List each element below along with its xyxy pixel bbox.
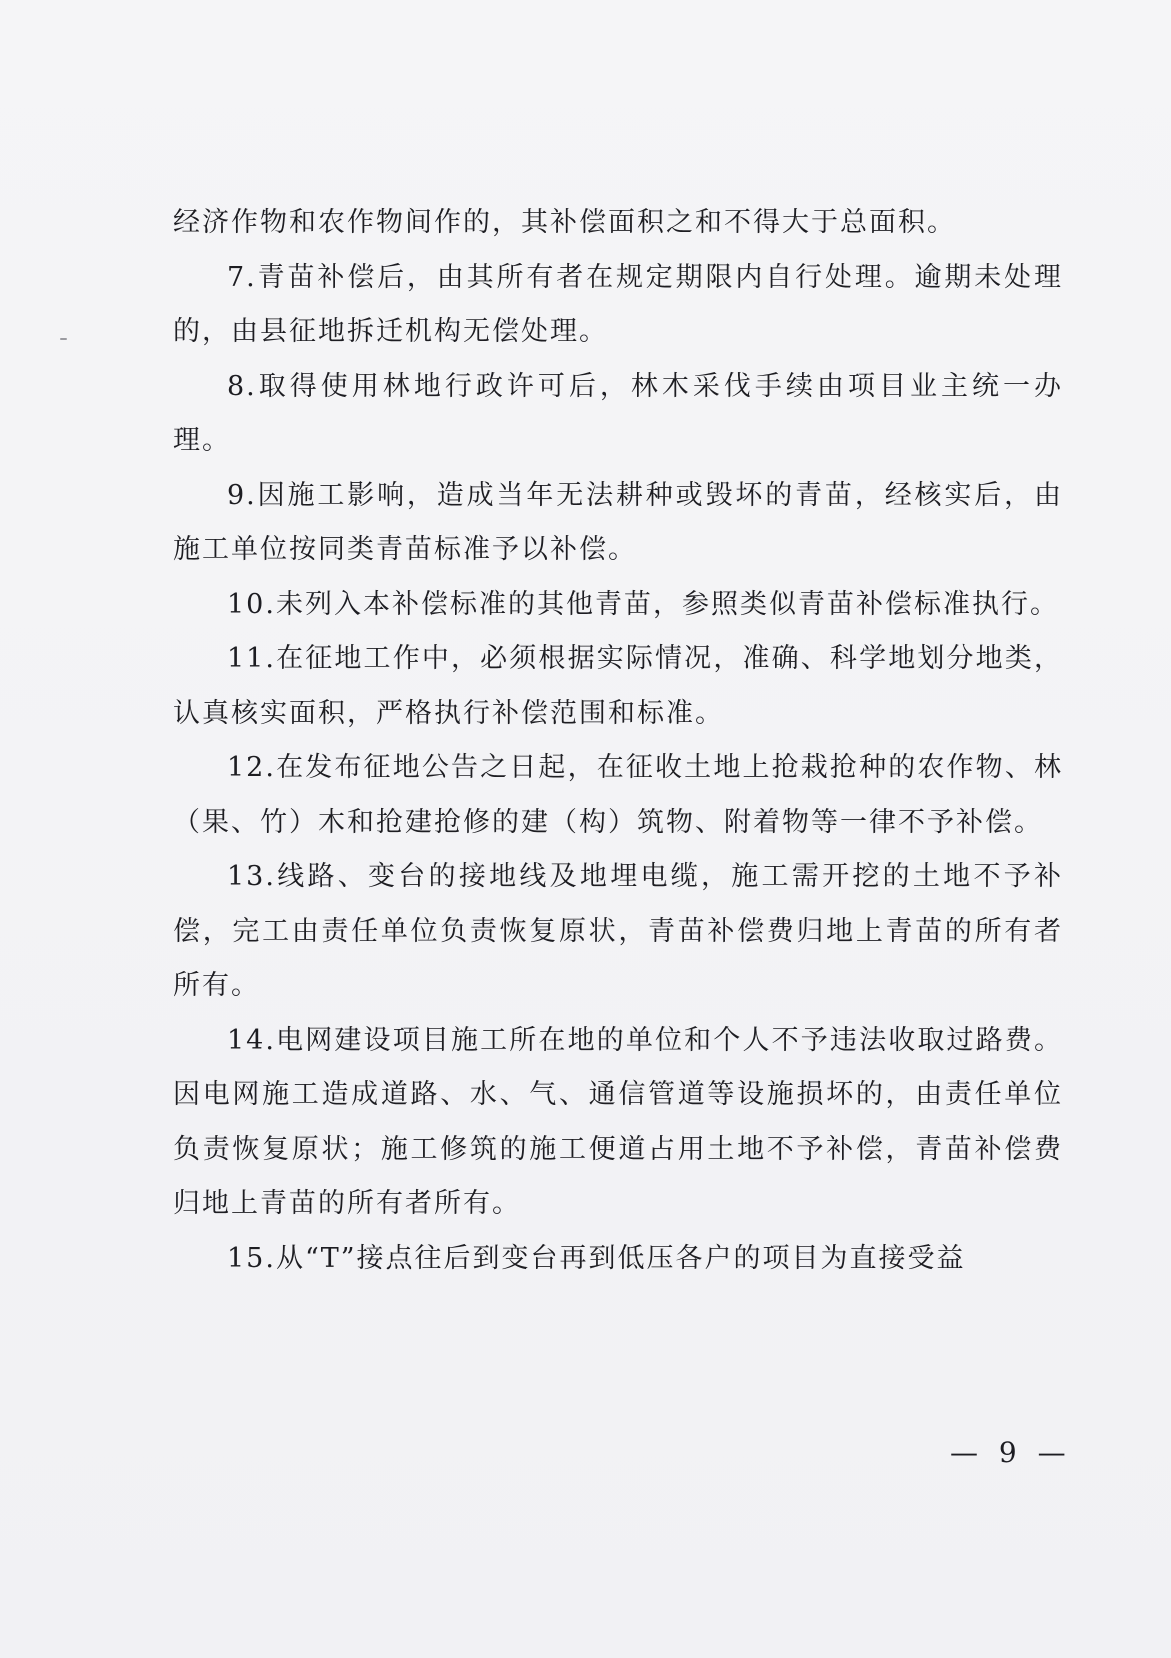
paragraph-item-11: 11.在征地工作中，必须根据实际情况，准确、科学地划分地类，认真核实面积，严格执行补偿范围和标准。 xyxy=(173,643,1063,729)
paragraph-item-8: 8.取得使用林地行政许可后，林木采伐手续由项目业主统一办理。 xyxy=(173,370,1063,456)
paragraph-item-12: 12.在发布征地公告之日起，在征收土地上抢栽抢种的农作物、林（果、竹）木和抢建抢修的建（构）筑物、附着物等一律不予补偿。 xyxy=(173,752,1063,838)
paragraph-item-9: 9.因施工影响，造成当年无法耕种或毁坏的青苗，经核实后，由施工单位按同类青苗标准予以补偿。 xyxy=(173,479,1063,565)
paragraph-item-15: 15.从“T”接点往后到变台再到低压各户的项目为直接受益 xyxy=(227,1242,966,1274)
paragraph-item-7: 7.青苗补偿后，由其所有者在规定期限内自行处理。逾期未处理的，由县征地拆迁机构无偿处理。 xyxy=(173,261,1063,347)
scan-speck xyxy=(60,338,67,340)
paragraph-item-14: 14.电网建设项目施工所在地的单位和个人不予违法收取过路费。因电网施工造成道路、水、气、通信管道等设施损坏的，由责任单位负责恢复原状；施工修筑的施工便道占用土地不予补偿，青苗补偿费归地上青苗的所有者所有。 xyxy=(173,1024,1063,1219)
paragraph-continuation: 经济作物和农作物间作的，其补偿面积之和不得大于总面积。 xyxy=(173,207,956,238)
document-body xyxy=(173,196,1063,1286)
paragraph-item-10: 10.未列入本补偿标准的其他青苗，参照类似青苗补偿标准执行。 xyxy=(227,588,1059,620)
paragraph-item-13: 13.线路、变台的接地线及地埋电缆，施工需开挖的土地不予补偿，完工由责任单位负责恢复原状，青苗补偿费归地上青苗的所有者所有。 xyxy=(173,861,1063,1001)
page-number: — 9 — xyxy=(950,1436,1072,1469)
